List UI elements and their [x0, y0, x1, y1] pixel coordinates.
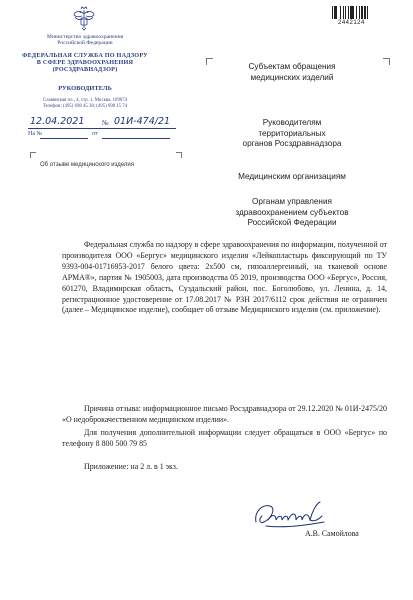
- recipient-line: Руководителям: [262, 118, 322, 127]
- recipient-line: Органам управления: [252, 197, 332, 206]
- recipient-block: [212, 172, 372, 183]
- recipient-block: [212, 62, 372, 83]
- recipient-line: здравоохранением субъектов: [235, 207, 349, 217]
- signer-name: А.В. Самойлова: [305, 529, 359, 538]
- recipient-line: Субъектам обращения: [248, 62, 336, 71]
- registration-number: 01И-474/21: [114, 116, 171, 127]
- letter-subject: Об отзыве медицинского изделия: [40, 162, 134, 168]
- letterhead-address: [20, 98, 150, 109]
- attachment-note: Приложение: на 2 л. в 1 экз.: [84, 462, 178, 471]
- handwritten-signature: [252, 498, 330, 532]
- address-line: Славянская пл., 4, стр. 1, Москва, 109074: [42, 98, 128, 103]
- recipient-block: [212, 118, 372, 150]
- date-rule: [28, 128, 176, 129]
- subject-bracket-right: [176, 152, 182, 158]
- reference-label: На №: [28, 131, 43, 137]
- barcode-number: 2442124: [338, 20, 365, 26]
- recipient-block: [212, 197, 372, 229]
- ministry-name: [20, 34, 150, 47]
- registration-date-number: [28, 118, 176, 130]
- service-line: В СФЕРЕ ЗДРАВООХРАНЕНИЯ: [36, 59, 134, 67]
- recipient-bracket-right: [383, 58, 390, 65]
- body-paragraph-contact: Для получения дополнительной информации следует обращаться в ООО «Бергус» по телефону 8 800 500 79 85: [62, 428, 387, 448]
- ministry-line: Российской Федерации: [57, 40, 113, 47]
- service-line: (РОСЗДРАВНАДЗОР): [52, 66, 118, 74]
- letterhead-head-title: РУКОВОДИТЕЛЬ: [58, 85, 112, 92]
- recipient-line: медицинских изделий: [250, 72, 334, 82]
- from-rule: [102, 138, 170, 139]
- reference-rule: [40, 138, 88, 139]
- service-line: ФЕДЕРАЛЬНАЯ СЛУЖБА ПО НАДЗОРУ: [22, 52, 148, 59]
- recipient-line: Медицинским организациям: [238, 172, 346, 181]
- body-paragraph-reason: Причина отзыва: информационное письмо Росздравнадзора от 29.12.2020 № 01И-2475/20 «О недоброкачественном медицинском изделии».: [62, 404, 387, 424]
- from-label: от: [92, 131, 98, 137]
- coat-of-arms-emblem: [71, 6, 97, 32]
- ministry-line: Министерство здравоохранения: [46, 34, 124, 40]
- subject-bracket-left: [30, 152, 36, 158]
- address-line: Телефон: (495) 698 45 38; (495) 698 15 74: [42, 103, 128, 109]
- service-name: [20, 52, 150, 73]
- recipient-line: органов Росздравнадзора: [242, 139, 342, 148]
- registration-date: 12.04.2021: [30, 116, 85, 127]
- recipient-line: территориальных: [258, 128, 326, 138]
- number-sign: №: [102, 119, 109, 127]
- body-paragraph-main: Федеральная служба по надзору в сфере здравоохранения по информации, полученной от производителя ООО «Бергус» медицинского изделия «Лейкопластырь фиксирующий по ТУ 9393-004-01716953-2017 белого цвета: 2х500 см, гипоаллергенный, на тканевой основе АРМА®», партия № 1905003, дата производства 05 2019, производства ООО «Бергус», Россия, 601270, Владимирская область, Суздальский район, пос. Боголюбово, ул. Ленина, д. 14, регистрационное удостоверение от 17.08.2017 № РЗН 2017/6112 срок действия не ограничен (далее – Медицинское изделие), сообщает об отзыве Медицинского изделия (см. приложение).: [62, 240, 387, 315]
- recipient-line: Российской Федерации: [247, 218, 337, 227]
- barcode-bar: [368, 6, 370, 19]
- barcode: [332, 6, 386, 19]
